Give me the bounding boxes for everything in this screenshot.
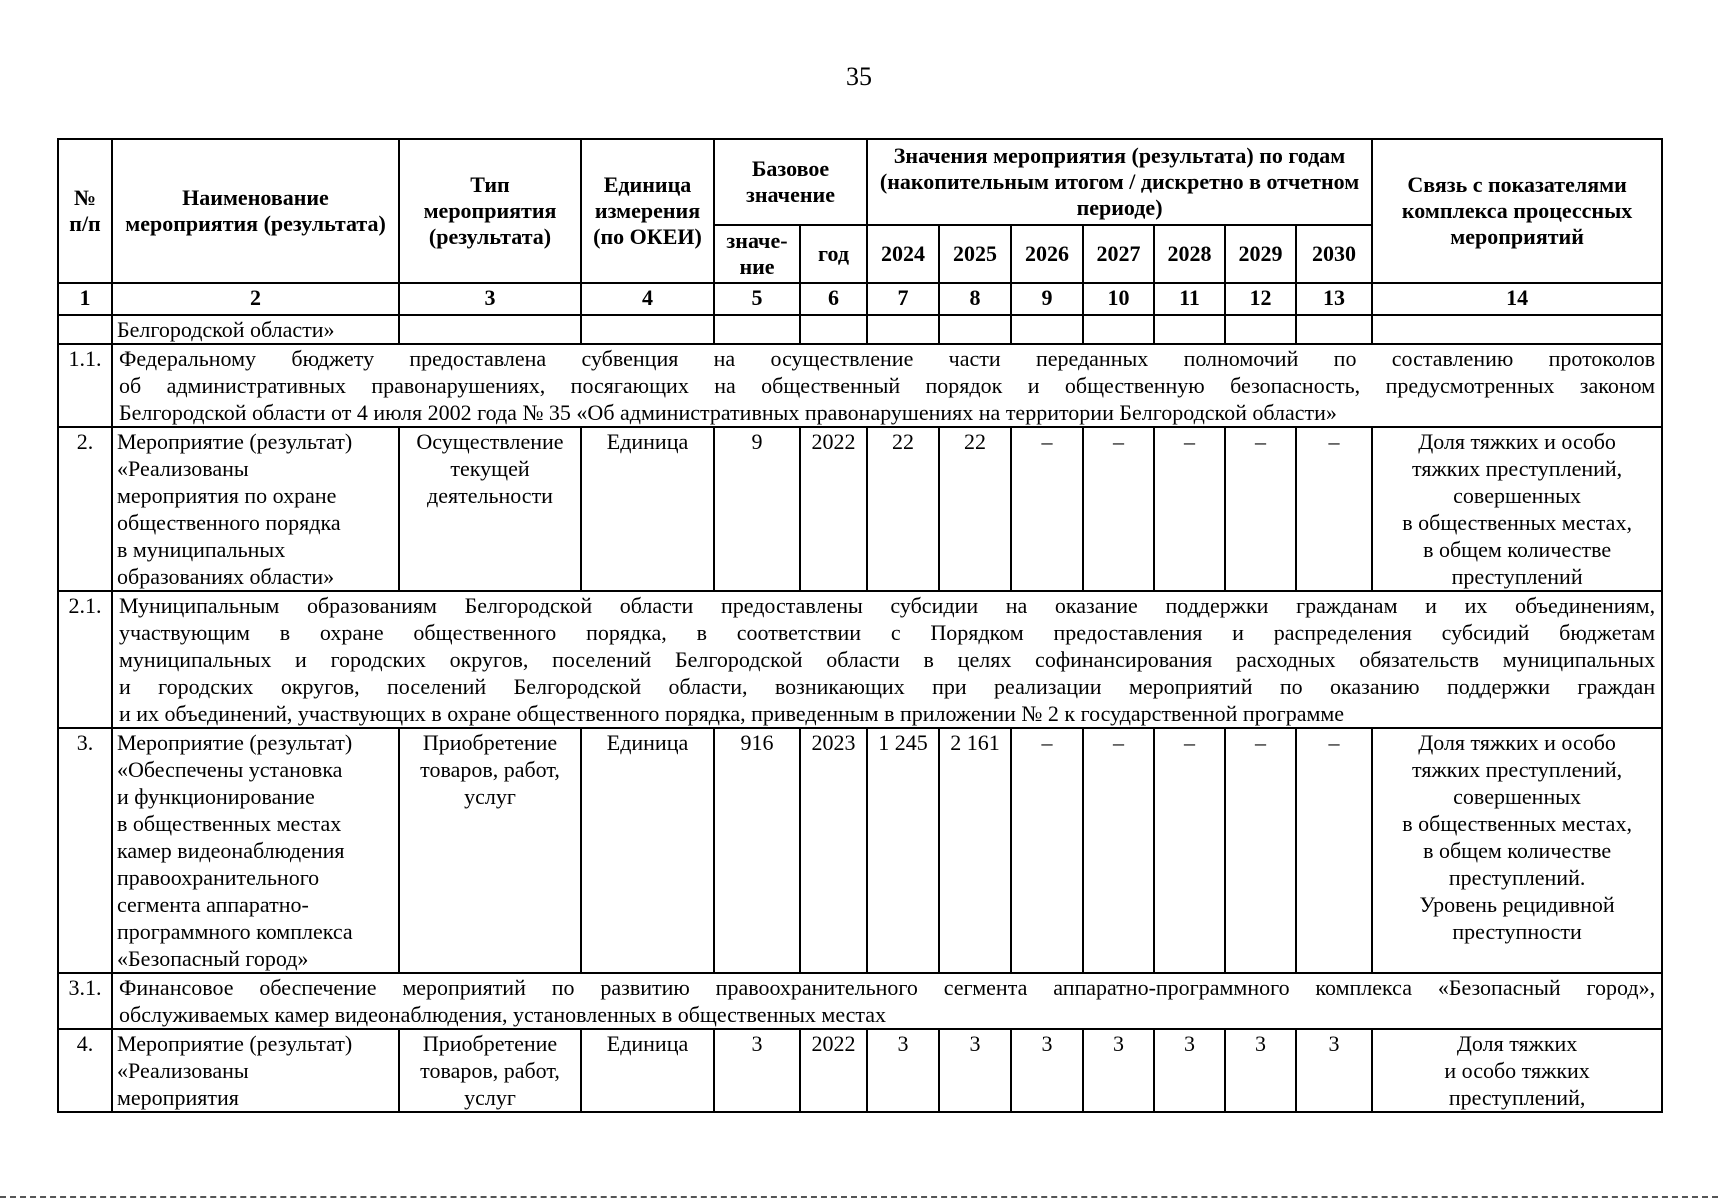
text-line: муниципальных и городских округов, поселений Белгородской области в целях софинансирования расходных обязательств муниципальных	[119, 647, 1656, 672]
text-line: в муниципальных	[117, 537, 286, 562]
table-row-4	[58, 1029, 1662, 1112]
cell-year-value: 3	[1296, 1029, 1372, 1112]
text-line: «Реализованы	[117, 1058, 249, 1083]
text-line: тяжких преступлений,	[1412, 456, 1623, 481]
text-line: преступности	[1452, 919, 1582, 944]
cell-empty	[1372, 315, 1662, 344]
text-line: «Безопасный город»	[117, 946, 309, 971]
cell-year-value: –	[1011, 728, 1083, 973]
text-line: мероприятия	[117, 1085, 239, 1110]
text-line: Муниципальным образованиям Белгородской области предоставлены субсидии на оказание поддержки гражданам и их объединениям,	[119, 593, 1656, 618]
column-number: 7	[867, 283, 939, 315]
text-line: Осуществление	[416, 429, 564, 454]
cell-empty	[714, 315, 800, 344]
table-row-1-1	[58, 344, 1662, 427]
text-line: Доля тяжких и особо	[1418, 730, 1616, 755]
header-year: 2029	[1225, 225, 1296, 283]
text-line: в общем количестве	[1423, 537, 1612, 562]
column-number: 4	[581, 283, 714, 315]
text-line: в общественных местах	[117, 811, 342, 836]
column-number: 14	[1372, 283, 1662, 315]
cell-base-year: 2022	[800, 427, 867, 591]
cell-unit: Единица	[581, 728, 714, 973]
cell-name: Белгородской области»	[112, 315, 399, 344]
cell-year-value: –	[1083, 728, 1154, 973]
cell-base-value: 9	[714, 427, 800, 591]
text-line: программного комплекса	[117, 919, 353, 944]
cell-year-value: –	[1154, 427, 1225, 591]
cell-empty	[1154, 315, 1225, 344]
cell-num: 4.	[58, 1029, 112, 1112]
text-line: камер видеонаблюдения	[117, 838, 345, 863]
column-number: 5	[714, 283, 800, 315]
column-number: 6	[800, 283, 867, 315]
text-line: образованиях области»	[117, 564, 335, 589]
text-line: Мероприятие (результат)	[117, 1031, 353, 1056]
header-num: № п/п	[58, 139, 112, 283]
header-year: 2025	[939, 225, 1011, 283]
cell-num: 1.1.	[58, 344, 112, 427]
header-unit: Единица измерения (по ОКЕИ)	[581, 139, 714, 283]
cell-year-value: –	[1154, 728, 1225, 973]
cell-year-value: –	[1225, 427, 1296, 591]
cell-num: 2.1.	[58, 591, 112, 728]
cell-name	[112, 427, 399, 591]
cell-base-value: 916	[714, 728, 800, 973]
cell-year-value: 2 161	[939, 728, 1011, 973]
header-name: Наименование мероприятия (результата)	[112, 139, 399, 283]
text-line: об административных правонарушениях, посягающих на общественный порядок и общественную безопасность, предусмотренных законом	[119, 373, 1656, 398]
page-number: 35	[846, 62, 872, 91]
cell-year-value: 22	[867, 427, 939, 591]
table-row-3	[58, 728, 1662, 973]
cell-year-value: 3	[939, 1029, 1011, 1112]
cell-year-value: –	[1225, 728, 1296, 973]
header-type: Тип мероприятия (результата)	[399, 139, 581, 283]
text-line: общественного порядка	[117, 510, 341, 535]
cell-task-description	[112, 973, 1662, 1029]
text-line: мероприятия по охране	[117, 483, 337, 508]
cell-type	[399, 728, 581, 973]
cell-year-value: 22	[939, 427, 1011, 591]
text-line: Приобретение	[422, 1031, 558, 1056]
cell-link	[1372, 427, 1662, 591]
text-line: и особо тяжких	[1444, 1058, 1590, 1083]
cell-num: 3.1.	[58, 973, 112, 1029]
cell-year-value: –	[1296, 427, 1372, 591]
cell-empty	[1225, 315, 1296, 344]
header-row	[58, 139, 1662, 225]
text-line: сегмента аппаратно-	[117, 892, 309, 917]
text-line: товаров, работ,	[420, 1058, 560, 1083]
column-number: 11	[1154, 283, 1225, 315]
header-year: 2026	[1011, 225, 1083, 283]
cell-link	[1372, 1029, 1662, 1112]
text-line: Мероприятие (результат)	[117, 730, 353, 755]
cell-empty	[867, 315, 939, 344]
column-number: 12	[1225, 283, 1296, 315]
text-line: тяжких преступлений,	[1412, 757, 1623, 782]
column-number: 10	[1083, 283, 1154, 315]
table-row-continuation	[58, 315, 1662, 344]
text-line: «Реализованы	[117, 456, 249, 481]
text-line: и функционирование	[117, 784, 315, 809]
text-line: и городских округов, поселений Белгородской области, возникающих при реализации мероприятий по оказанию поддержки граждан	[119, 674, 1656, 699]
text-line: преступлений.	[1448, 865, 1586, 890]
text-line: в общественных местах,	[1402, 510, 1632, 535]
text-line: текущей	[450, 456, 530, 481]
column-number: 1	[58, 283, 112, 315]
cell-task-description	[112, 591, 1662, 728]
header-year: 2024	[867, 225, 939, 283]
cell-empty	[399, 315, 581, 344]
text-line: в общем количестве	[1423, 838, 1612, 863]
cell-year-value: 3	[1011, 1029, 1083, 1112]
header-values-by-year: Значения мероприятия (результата) по годам (накопительным итогом / дискретно в отчетном периоде)	[867, 139, 1372, 225]
column-number: 8	[939, 283, 1011, 315]
text-line: и их объединений, участвующих в охране общественного порядка, приведенным в приложении № 2 к государственной программе	[119, 701, 1345, 726]
cell-unit: Единица	[581, 1029, 714, 1112]
cell-year-value: –	[1011, 427, 1083, 591]
cell-empty	[581, 315, 714, 344]
cell-type	[399, 1029, 581, 1112]
cell-unit: Единица	[581, 427, 714, 591]
cell-base-value: 3	[714, 1029, 800, 1112]
measures-table	[57, 138, 1663, 1113]
cell-task-description	[112, 344, 1662, 427]
text-line: преступлений,	[1448, 1085, 1586, 1110]
text-line: деятельности	[427, 483, 553, 508]
column-number: 13	[1296, 283, 1372, 315]
header-base-year: год	[800, 225, 867, 283]
header-link: Связь с показателями комплекса процессных мероприятий	[1372, 139, 1662, 283]
cell-year-value: 1 245	[867, 728, 939, 973]
cell-empty	[939, 315, 1011, 344]
text-line: Федеральному бюджету предоставлена субвенция на осуществление части переданных полномочий по составлению протоколов	[119, 346, 1656, 371]
cell-base-year: 2022	[800, 1029, 867, 1112]
text-line: услуг	[464, 784, 516, 809]
text-line: товаров, работ,	[420, 757, 560, 782]
header-year: 2030	[1296, 225, 1372, 283]
text-line: услуг	[464, 1085, 516, 1110]
text-line: совершенных	[1453, 483, 1581, 508]
cell-year-value: –	[1296, 728, 1372, 973]
text-line: Доля тяжких и особо	[1418, 429, 1616, 454]
text-line: в общественных местах,	[1402, 811, 1632, 836]
cell-base-year: 2023	[800, 728, 867, 973]
column-number: 2	[112, 283, 399, 315]
text-line: Приобретение	[422, 730, 558, 755]
cell-year-value: 3	[1154, 1029, 1225, 1112]
text-line: обслуживаемых камер видеонаблюдения, установленных в общественных местах	[119, 1002, 887, 1027]
column-number: 9	[1011, 283, 1083, 315]
cell-num: 3.	[58, 728, 112, 973]
text-line: Уровень рецидивной	[1419, 892, 1615, 917]
text-line: Белгородской области от 4 июля 2002 года № 35 «Об административных правонарушениях на территории Белгородской области»	[119, 400, 1337, 425]
text-line: Мероприятие (результат)	[117, 429, 353, 454]
column-number-row	[58, 283, 1662, 315]
cell-type	[399, 427, 581, 591]
cell-empty	[58, 315, 112, 344]
page-edge-divider	[0, 1196, 1718, 1198]
table-row-2-1	[58, 591, 1662, 728]
cell-name	[112, 728, 399, 973]
column-number: 3	[399, 283, 581, 315]
cell-year-value: –	[1083, 427, 1154, 591]
text-line: совершенных	[1453, 784, 1581, 809]
cell-year-value: 3	[1083, 1029, 1154, 1112]
cell-empty	[1011, 315, 1083, 344]
cell-year-value: 3	[867, 1029, 939, 1112]
table-row-2	[58, 427, 1662, 591]
cell-name	[112, 1029, 399, 1112]
cell-empty	[1296, 315, 1372, 344]
header-base-value: значе-ние	[714, 225, 800, 283]
header-year: 2028	[1154, 225, 1225, 283]
text-line: участвующим в охране общественного порядка, в соответствии с Порядком предоставления и распределения субсидий бюджетам	[119, 620, 1656, 645]
text-line: «Обеспечены установка	[117, 757, 343, 782]
text-line: правоохранительного	[117, 865, 320, 890]
cell-empty	[1083, 315, 1154, 344]
text-line: Доля тяжких	[1456, 1031, 1578, 1056]
text-line: преступлений	[1451, 564, 1583, 589]
header-year: 2027	[1083, 225, 1154, 283]
text-line: Финансовое обеспечение мероприятий по развитию правоохранительного сегмента аппаратно-программного комплекса «Безопасный город»,	[119, 975, 1656, 1000]
cell-link	[1372, 728, 1662, 973]
cell-empty	[800, 315, 867, 344]
cell-year-value: 3	[1225, 1029, 1296, 1112]
cell-num: 2.	[58, 427, 112, 591]
table-row-3-1	[58, 973, 1662, 1029]
header-base: Базовое значение	[714, 139, 867, 225]
